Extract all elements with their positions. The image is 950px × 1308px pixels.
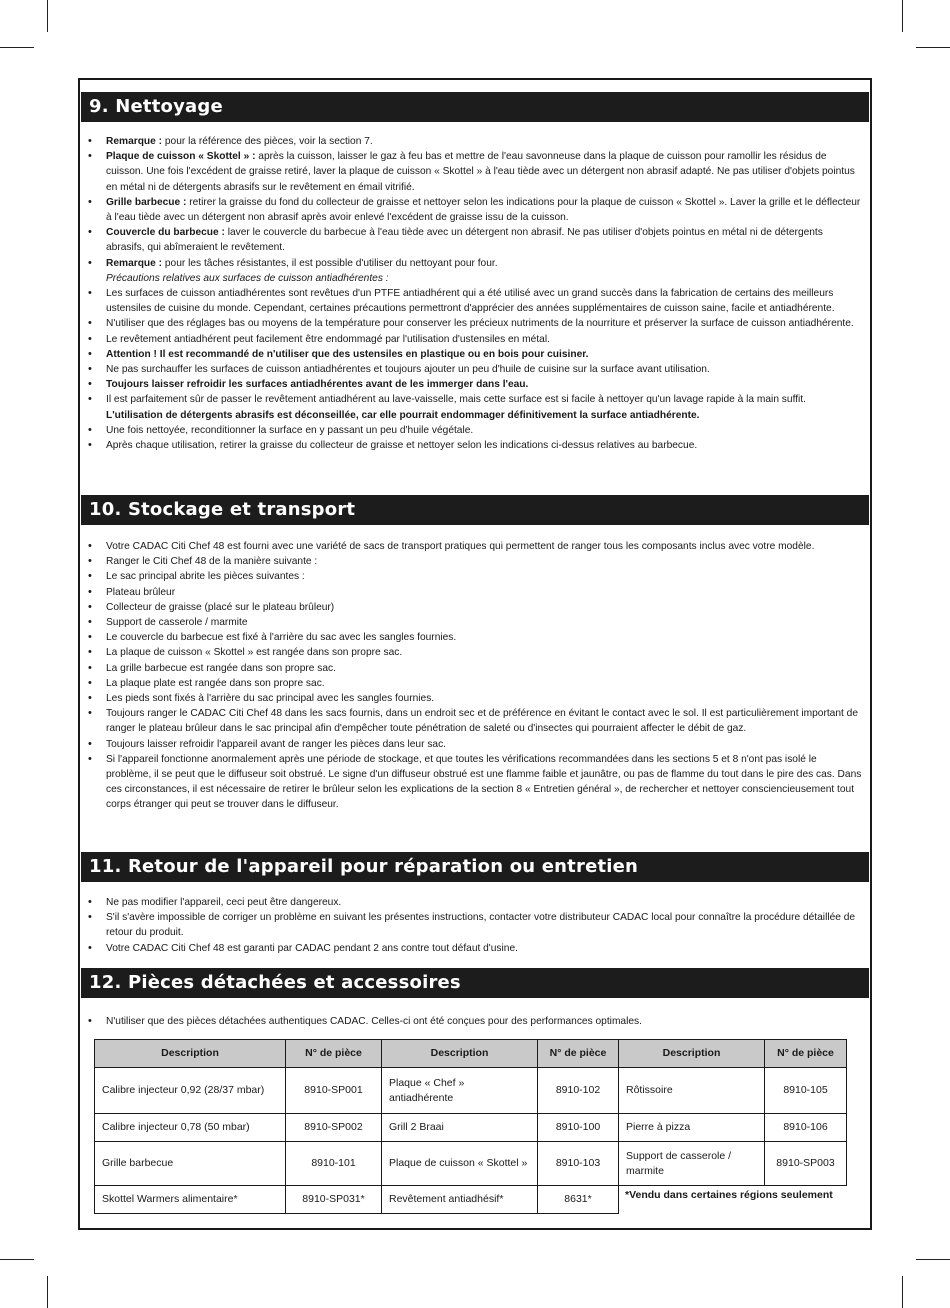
column-header: Description (382, 1040, 538, 1068)
part-description: Support de casserole / marmite (619, 1142, 765, 1186)
list-item (86, 423, 862, 438)
part-description: Grill 2 Braai (382, 1114, 538, 1142)
list-item (86, 286, 862, 316)
section-heading-nettoyage: 9. Nettoyage (81, 92, 869, 122)
list-item-text: Ranger le Citi Chef 48 de la manière suivante : (106, 556, 318, 568)
list-item-text: Ne pas modifier l'appareil, ceci peut être dangereux. (106, 897, 342, 908)
list-item (86, 752, 862, 813)
list-item (86, 676, 862, 691)
part-number: 8631* (538, 1186, 619, 1214)
list-item (86, 910, 862, 940)
list-item (86, 362, 862, 377)
table-row (95, 1142, 847, 1186)
list-item (86, 691, 862, 706)
list-item-text: Toujours laisser refroidir l'appareil avant de ranger les pièces dans leur sac. (106, 738, 447, 750)
bullet-list (86, 539, 862, 813)
list-item (86, 895, 862, 910)
part-number: 8910-106 (765, 1114, 847, 1142)
list-item-text: N'utiliser que des réglages bas ou moyens de la température pour conserver les précieux nutriments de la nourriture et préserver la surface de cuisson antiadhérente. (106, 318, 854, 330)
part-number: 8910-SP002 (286, 1114, 382, 1142)
list-item (86, 195, 862, 225)
crop-mark (47, 1276, 48, 1308)
list-item-text: après la cuisson, laisser le gaz à feu bas et mettre de l'eau savonneuse dans la plaque de cuisson pour ramollir les résidus de cuisson. Une fois l'excédent de graisse retiré, laver la plaque de cuisson « Skottel » à l'eau tiède avec un détergent non abrasif adapté. Ne pas utiliser d'objets pointus en métal ni de détergents abrasifs sur le revêtement en émail vitrifié. (106, 151, 855, 193)
part-number: 8910-102 (538, 1068, 619, 1114)
list-item-text: Le revêtement antiadhérent peut facilement être endommagé par l'utilisation d'ustensiles en métal. (106, 333, 550, 345)
list-item (86, 392, 862, 422)
list-item (86, 585, 862, 600)
list-item-text: Le couvercle du barbecue est fixé à l'arrière du sac avec les sangles fournies. (106, 632, 457, 644)
column-header: N° de pièce (765, 1040, 847, 1068)
crop-mark (0, 47, 34, 48)
list-item-text: Remarque : (106, 136, 163, 147)
list-item (86, 377, 862, 392)
list-item (86, 615, 862, 630)
list-item-text: Remarque : (106, 257, 163, 269)
list-item (86, 347, 862, 362)
section-heading-pieces: 12. Pièces détachées et accessoires (81, 968, 869, 998)
section-body-retour (86, 895, 862, 956)
list-item-text: Les surfaces de cuisson antiadhérentes sont revêtues d'un PTFE antiadhérent qui a été utilisé avec un grand succès dans la fabrication de certains des meilleurs ustensiles de cuisine du monde. Cependant, certaines précautions permettront d'apprécier des années supplémentaires de cuisson saine, facile et antiadhérente. (106, 288, 835, 315)
part-description: Pierre à pizza (619, 1114, 765, 1142)
crop-mark (0, 1259, 34, 1260)
list-item-text: Toujours laisser refroidir les surfaces antiadhérentes avant de les immerger dans l'eau. (106, 379, 529, 391)
part-number: 8910-SP001 (286, 1068, 382, 1114)
list-item-text: Précautions relatives aux surfaces de cuisson antiadhérentes : (106, 272, 389, 284)
column-header: N° de pièce (286, 1040, 382, 1068)
section-body-nettoyage (86, 134, 862, 453)
page-frame (78, 78, 872, 1230)
part-description: Revêtement antiadhésif* (382, 1186, 538, 1214)
bullet-list (86, 895, 862, 956)
list-item (86, 569, 862, 584)
table-row (95, 1068, 847, 1114)
part-number: 8910-SP031* (286, 1186, 382, 1214)
list-item-text: Votre CADAC Citi Chef 48 est fourni avec une variété de sacs de transport pratiques qui permettent de ranger tous les composants inclus avec votre modèle. (106, 541, 815, 552)
parts-table (94, 1039, 847, 1214)
column-header: Description (95, 1040, 286, 1068)
list-item (86, 316, 862, 331)
list-item (86, 134, 862, 149)
list-item-text: retirer la graisse du fond du collecteur de graisse et nettoyer selon les indications pour la plaque de cuisson « Skottel ». Laver la grille et le déflecteur à l'eau tiède avec un détergent non abrasif après avoir enlevé l'excédent de graisse issu de la cuisson. (106, 196, 861, 224)
section-body-pieces (86, 1014, 862, 1029)
list-item-text: Si l'appareil fonctionne anormalement après une période de stockage, et que toutes les vérifications recommandées dans les sections 5 et 8 n'ont pas isolé le problème, il se peut que le diffuseur soit obstrué. Le signe d'un diffuseur obstrué est une flamme faible et jaunâtre, ou pas de flamme du tout dans le pire des cas. Dans ces circonstances, il est nécessaire de retirer le brûleur selon les explications de la section 8 « Entretien général », de rechercher et nettoyer consciencieusement tout corps étranger qui peut se trouver dans le diffuseur. (106, 753, 862, 811)
list-item (86, 149, 862, 195)
list-item-text: Ne pas surchauffer les surfaces de cuisson antiadhérentes et toujours ajouter un peu d'huile de cuisine sur la surface avant utilisation. (106, 364, 710, 376)
table-row (95, 1186, 847, 1214)
table-row (95, 1114, 847, 1142)
bullet-list (86, 1014, 862, 1029)
list-item-text: La plaque plate est rangée dans son propre sac. (106, 677, 325, 689)
list-item (86, 737, 862, 752)
list-item (86, 941, 862, 956)
list-item (86, 600, 862, 615)
list-item-text: N'utiliser que des pièces détachées authentiques CADAC. Celles-ci ont été conçues pour des performances optimales. (106, 1016, 642, 1027)
list-item (86, 332, 862, 347)
list-item-text: Plaque de cuisson « Skottel » : (106, 151, 256, 163)
column-header: N° de pièce (538, 1040, 619, 1068)
sub-heading (86, 271, 862, 286)
list-item-text: Grille barbecue : (106, 196, 187, 208)
list-item-text: S'il s'avère impossible de corriger un problème en suivant les présentes instructions, contacter votre distributeur CADAC local pour connaître la procédure détaillée de retour du produit. (106, 912, 856, 939)
section-body-stockage (86, 539, 862, 813)
part-description: Grille barbecue (95, 1142, 286, 1186)
list-item (86, 630, 862, 645)
crop-mark (902, 0, 903, 32)
list-item-text: Collecteur de graisse (placé sur le plateau brûleur) (106, 601, 335, 613)
list-item-text: Support de casserole / marmite (106, 617, 248, 629)
list-item (86, 438, 862, 453)
part-description: Skottel Warmers alimentaire* (95, 1186, 286, 1214)
list-item-text: Après chaque utilisation, retirer la graisse du collecteur de graisse et nettoyer selon les indications ci-dessus relatives au barbecue. (106, 440, 698, 452)
list-item-text: Le sac principal abrite les pièces suivantes : (106, 571, 305, 583)
part-description: Plaque de cuisson « Skottel » (382, 1142, 538, 1186)
list-item (86, 256, 862, 271)
crop-mark (916, 1259, 950, 1260)
list-item-text: La grille barbecue est rangée dans son propre sac. (106, 662, 336, 674)
table-footnote: *Vendu dans certaines régions seulement (625, 1189, 833, 1201)
list-item-text: laver le couvercle du barbecue à l'eau tiède avec un détergent non abrasif. Ne pas utiliser d'objets pointus en métal ni de détergents abrasifs, qui abîmeraient le revêtement. (106, 227, 823, 254)
part-description: Plaque « Chef » antiadhérente (382, 1068, 538, 1114)
section-heading-retour: 11. Retour de l'appareil pour réparation ou entretien (81, 852, 869, 882)
list-item-text: Il est parfaitement sûr de passer le revêtement antiadhérent au lave-vaisselle, mais cette surface est si facile à nettoyer qu'un lavage rapide à la main suffit. (106, 394, 806, 406)
list-item-text: Votre CADAC Citi Chef 48 est garanti par CADAC pendant 2 ans contre tout défaut d'usine. (106, 942, 518, 954)
list-item (86, 661, 862, 676)
crop-mark (916, 47, 950, 48)
part-number: 8910-101 (286, 1142, 382, 1186)
list-item (86, 645, 862, 660)
list-item-text: La plaque de cuisson « Skottel » est rangée dans son propre sac. (106, 647, 403, 659)
part-description: Calibre injecteur 0,92 (28/37 mbar) (95, 1068, 286, 1114)
list-item-text: L'utilisation de détergents abrasifs est déconseillée, car elle pourrait endommager définitivement la surface antiadhérente. (106, 409, 700, 421)
list-item-text: Les pieds sont fixés à l'arrière du sac principal avec les sangles fournies. (106, 693, 435, 705)
list-item (86, 706, 862, 736)
list-item-text: Plateau brûleur (106, 586, 176, 598)
list-item-text: pour les tâches résistantes, il est possible d'utiliser du nettoyant pour four. (162, 257, 498, 269)
list-item-text: Couvercle du barbecue : (106, 227, 225, 239)
section-heading-stockage: 10. Stockage et transport (81, 495, 869, 525)
list-item (86, 225, 862, 255)
list-item-text: Une fois nettoyée, reconditionner la surface en y passant un peu d'huile végétale. (106, 424, 474, 436)
list-item (86, 554, 862, 569)
part-description: Calibre injecteur 0,78 (50 mbar) (95, 1114, 286, 1142)
column-header: Description (619, 1040, 765, 1068)
part-number: 8910-SP003 (765, 1142, 847, 1186)
part-number: 8910-105 (765, 1068, 847, 1114)
list-item-text: Attention ! Il est recommandé de n'utiliser que des ustensiles en plastique ou en bois pour cuisiner. (106, 348, 589, 360)
list-item (86, 539, 862, 554)
part-number: 8910-103 (538, 1142, 619, 1186)
table-header-row (95, 1040, 847, 1068)
list-item (86, 1014, 862, 1029)
crop-mark (47, 0, 48, 32)
part-description: Rôtissoire (619, 1068, 765, 1114)
list-item-text: Toujours ranger le CADAC Citi Chef 48 dans les sacs fournis, dans un endroit sec et de préférence en évitant le contact avec le sol. Il est particulièrement important de ranger le plateau brûleur dans le sac principal afin d'empêcher toute pénétration de saleté ou d'insectes qui pourraient affecter le débit de gaz. (106, 708, 858, 735)
crop-mark (902, 1276, 903, 1308)
list-item-text: pour la référence des pièces, voir la section 7. (162, 136, 373, 147)
part-number: 8910-100 (538, 1114, 619, 1142)
bullet-list (86, 134, 862, 453)
